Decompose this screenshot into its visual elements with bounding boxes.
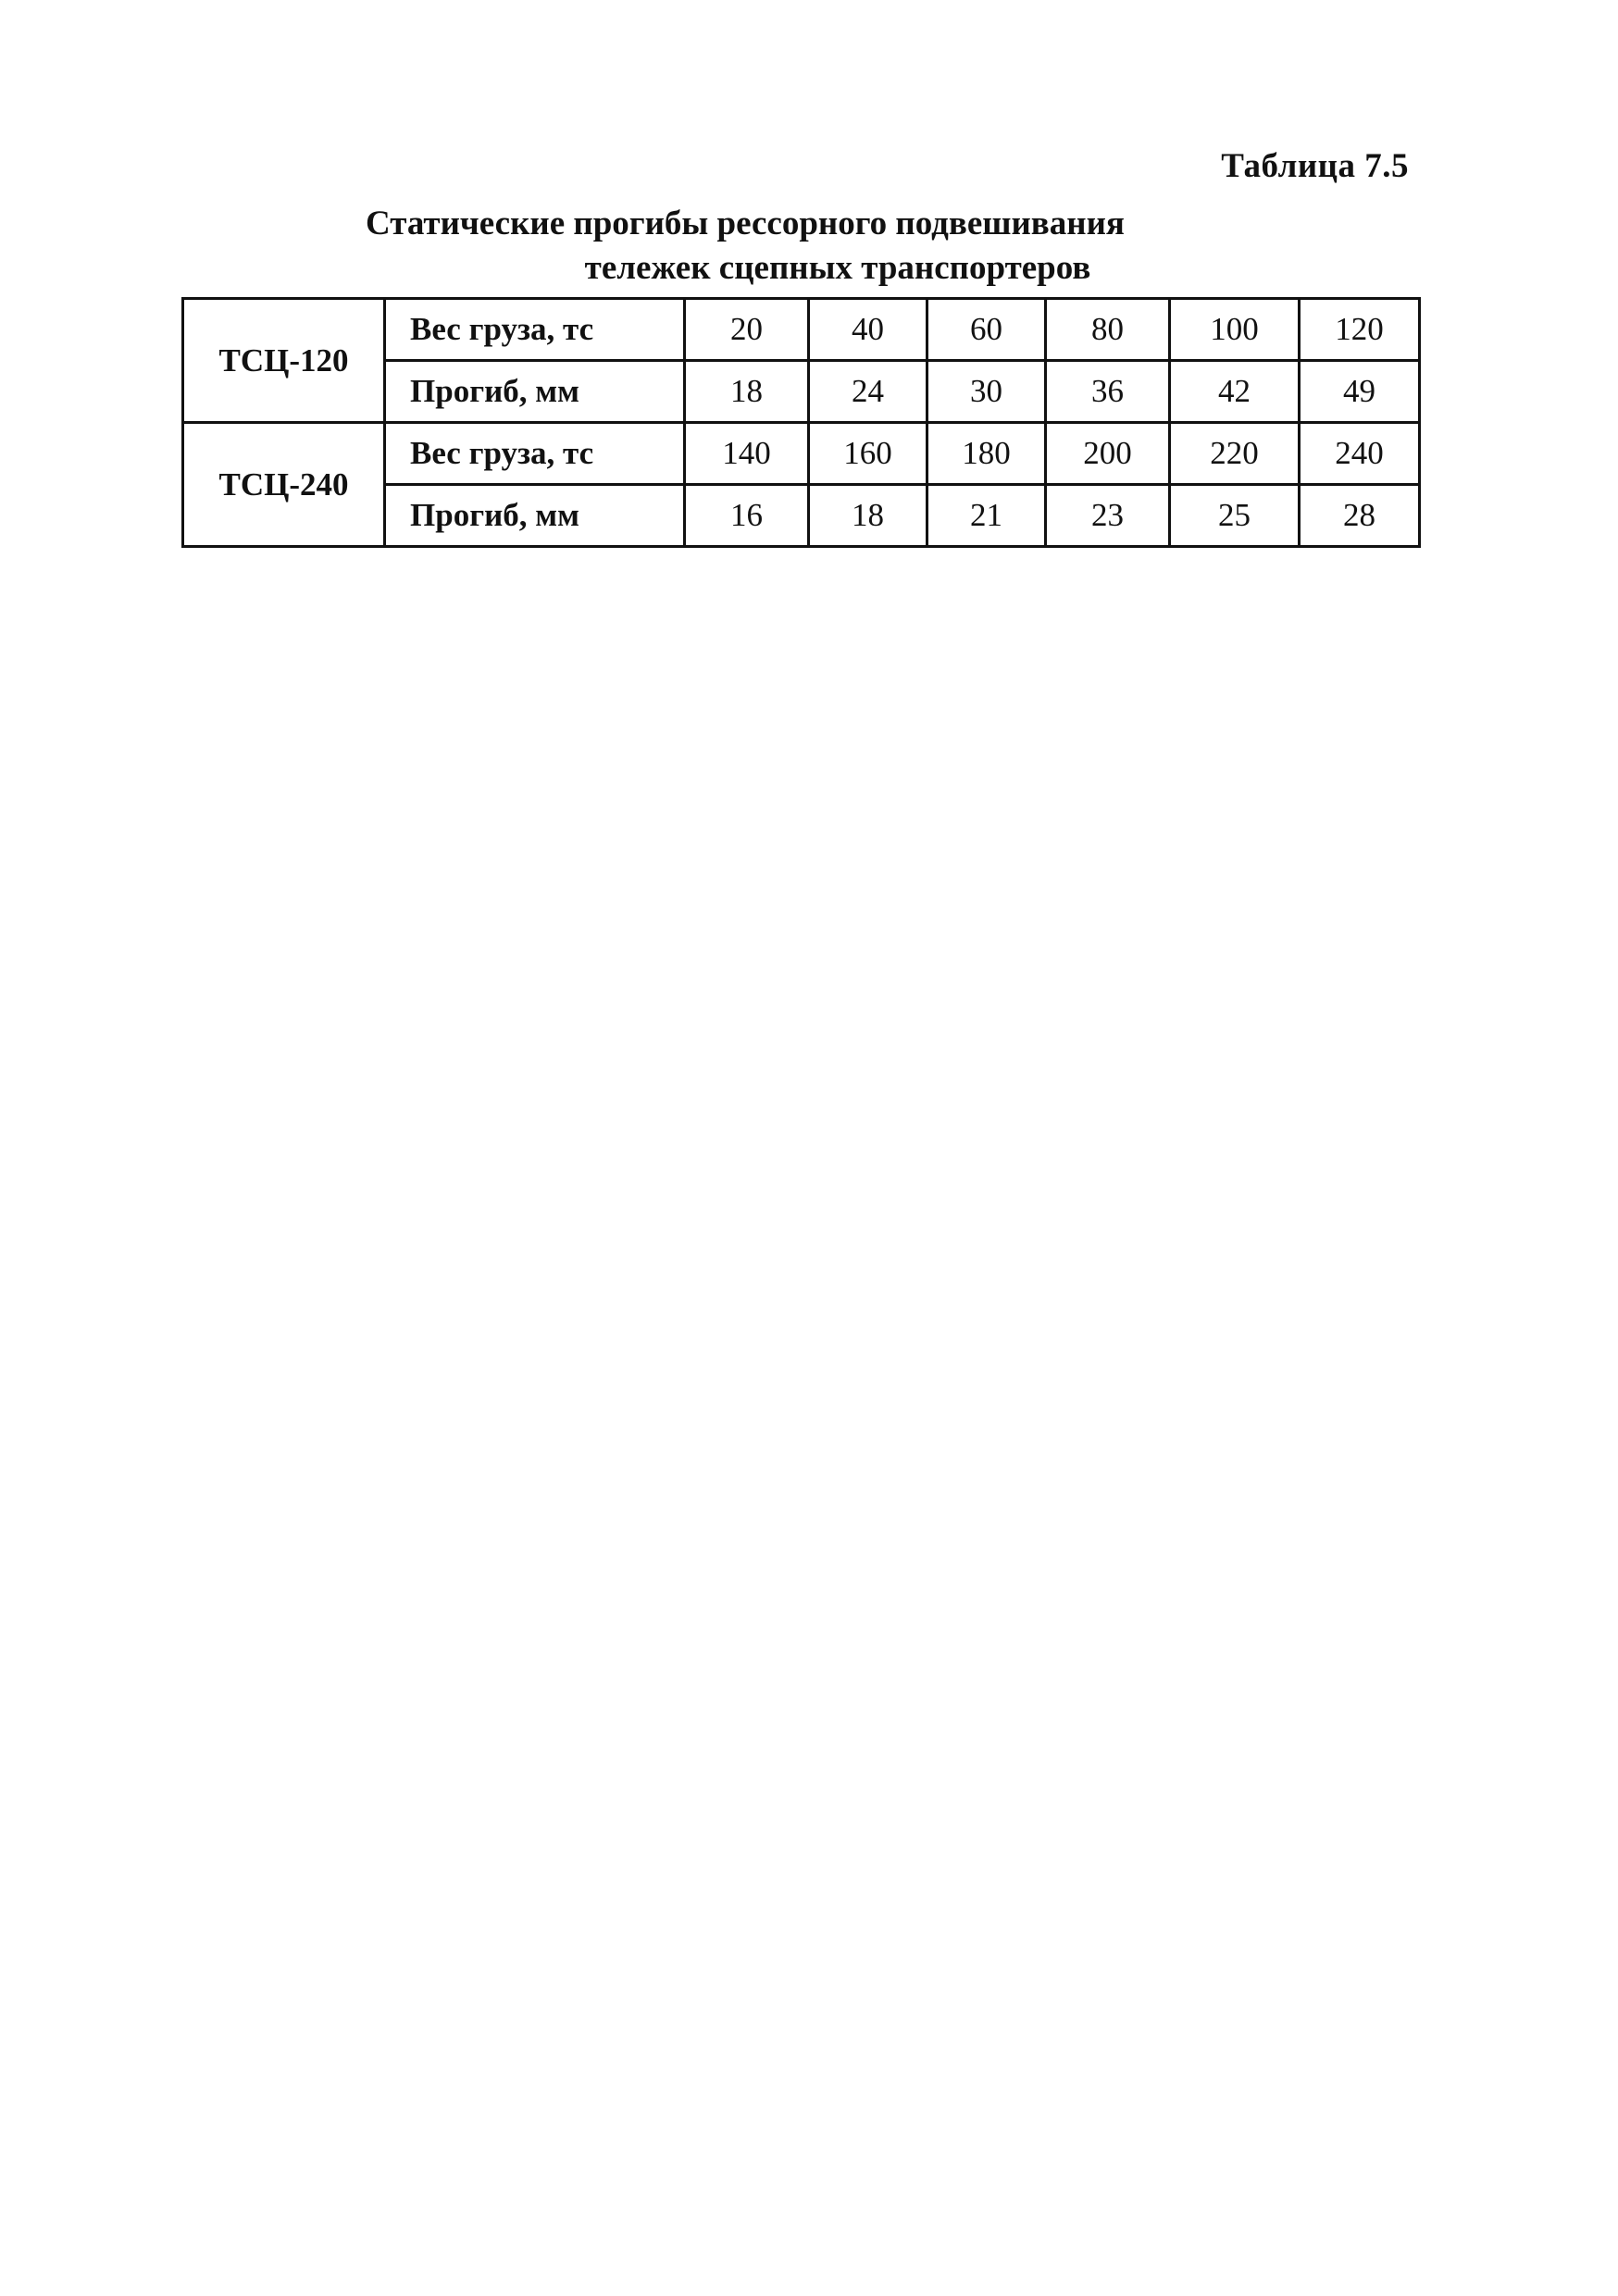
model-cell: ТСЦ-240 xyxy=(183,423,385,547)
deflection-table xyxy=(181,297,1421,548)
value-cell: 20 xyxy=(685,299,809,361)
value-cell: 18 xyxy=(685,361,809,423)
row-label: Прогиб, мм xyxy=(385,485,685,547)
value-cell: 140 xyxy=(685,423,809,485)
value-cell: 28 xyxy=(1300,485,1420,547)
table-caption xyxy=(333,202,1259,291)
value-cell: 200 xyxy=(1046,423,1170,485)
value-cell: 240 xyxy=(1300,423,1420,485)
value-cell: 60 xyxy=(927,299,1046,361)
value-cell: 160 xyxy=(809,423,927,485)
value-cell: 180 xyxy=(927,423,1046,485)
value-cell: 24 xyxy=(809,361,927,423)
value-cell: 80 xyxy=(1046,299,1170,361)
value-cell: 100 xyxy=(1170,299,1300,361)
table-number: Таблица 7.5 xyxy=(1221,147,1409,185)
value-cell: 18 xyxy=(809,485,927,547)
row-label: Прогиб, мм xyxy=(385,361,685,423)
caption-line-2: тележек сцепных транспортеров xyxy=(584,249,1091,287)
value-cell: 30 xyxy=(927,361,1046,423)
table-row xyxy=(183,423,1420,485)
value-cell: 36 xyxy=(1046,361,1170,423)
row-label: Вес груза, тс xyxy=(385,299,685,361)
table-row xyxy=(183,299,1420,361)
value-cell: 40 xyxy=(809,299,927,361)
model-cell: ТСЦ-120 xyxy=(183,299,385,423)
value-cell: 120 xyxy=(1300,299,1420,361)
value-cell: 220 xyxy=(1170,423,1300,485)
value-cell: 16 xyxy=(685,485,809,547)
value-cell: 49 xyxy=(1300,361,1420,423)
value-cell: 42 xyxy=(1170,361,1300,423)
caption-line-1: Статические прогибы рессорного подвешивания xyxy=(366,205,1125,242)
value-cell: 25 xyxy=(1170,485,1300,547)
row-label: Вес груза, тс xyxy=(385,423,685,485)
value-cell: 21 xyxy=(927,485,1046,547)
value-cell: 23 xyxy=(1046,485,1170,547)
